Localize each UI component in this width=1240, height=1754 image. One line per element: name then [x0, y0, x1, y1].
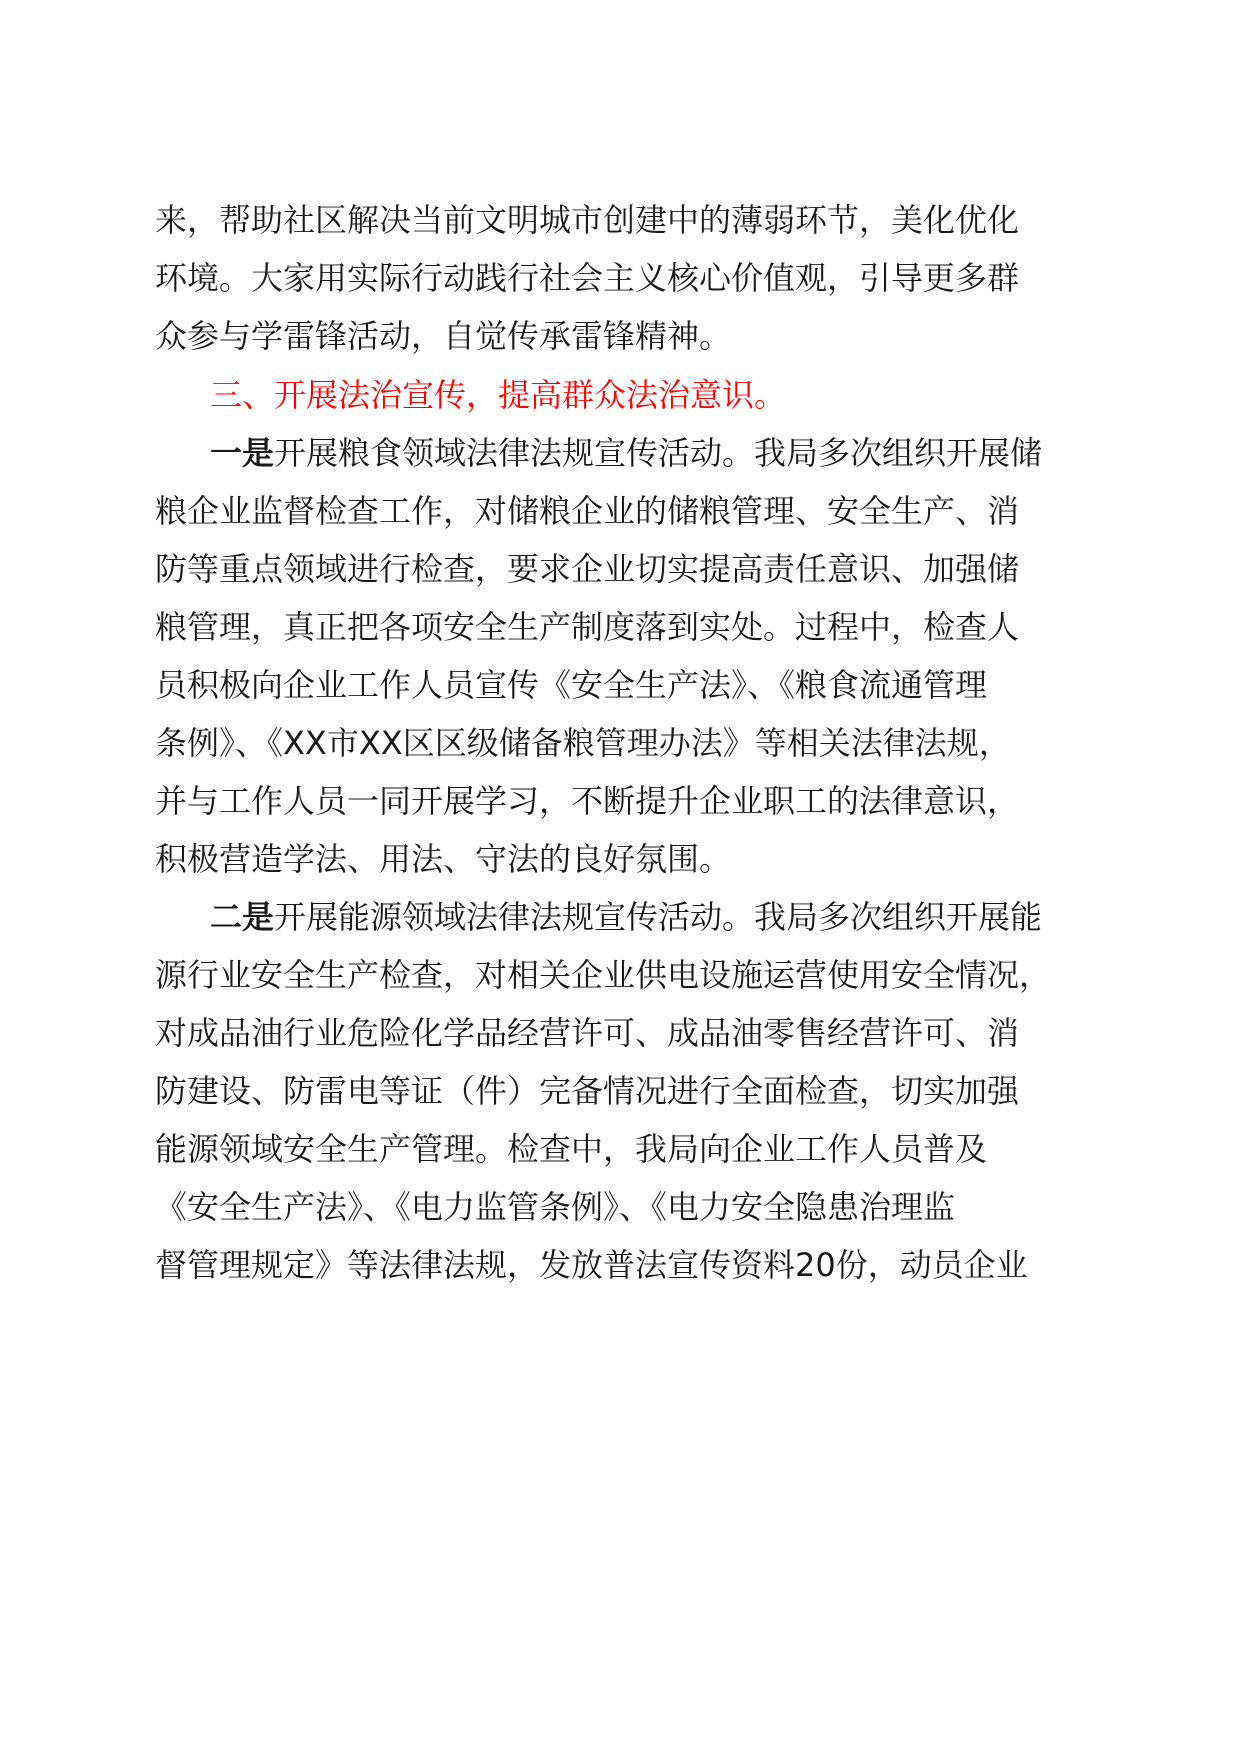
- paragraph-text: 开展能源领域法律法规宣传活动。我局多次组织开展能: [274, 898, 1043, 936]
- paragraph-text: 开展粮食领域法律法规宣传活动。我局多次组织开展储: [274, 434, 1043, 472]
- body-line: 来，帮助社区解决当前文明城市创建中的薄弱环节，美化优化: [155, 201, 1020, 239]
- body-line: 对成品油行业危险化学品经营许可、成品油零售经营许可、消: [155, 1014, 1020, 1052]
- body-line: 源行业安全生产检查，对相关企业供电设施运营使用安全情况，: [155, 956, 1052, 994]
- body-line: 防建设、防雷电等证（件）完备情况进行全面检查，切实加强: [155, 1072, 1020, 1110]
- body-line: 并与工作人员一同开展学习，不断提升企业职工的法律意识，: [155, 782, 1020, 820]
- body-line: 员积极向企业工作人员宣传《安全生产法》、《粮食流通管理: [155, 666, 988, 704]
- body-line: 督管理规定》等法律法规，发放普法宣传资料20份，动员企业: [155, 1246, 1028, 1284]
- body-line: 环境。大家用实际行动践行社会主义核心价值观，引导更多群: [155, 259, 1020, 297]
- paragraph-first-line: [210, 895, 1042, 939]
- body-line: 积极营造学法、用法、守法的良好氛围。: [155, 840, 732, 878]
- body-line: 条例》、《XX市XX区区级储备粮管理办法》等相关法律法规，: [155, 724, 1011, 762]
- paragraph-lead: 一是: [210, 434, 275, 472]
- body-line: 防等重点领域进行检查，要求企业切实提高责任意识、加强储: [155, 550, 1020, 588]
- paragraph-first-line: [210, 431, 1042, 475]
- body-line: 粮企业监督检查工作，对储粮企业的储粮管理、安全生产、消: [155, 492, 1020, 530]
- body-line: 众参与学雷锋活动，自觉传承雷锋精神。: [155, 317, 732, 355]
- body-line: 粮管理，真正把各项安全生产制度落到实处。过程中，检查人: [155, 608, 1020, 646]
- body-line: 能源领域安全生产管理。检查中，我局向企业工作人员普及: [155, 1130, 988, 1168]
- paragraph-lead: 二是: [210, 898, 275, 936]
- section-heading: 三、开展法治宣传，提高群众法治意识。: [210, 376, 787, 414]
- body-line: 《安全生产法》、《电力监管条例》、《电力安全隐患治理监: [155, 1188, 956, 1226]
